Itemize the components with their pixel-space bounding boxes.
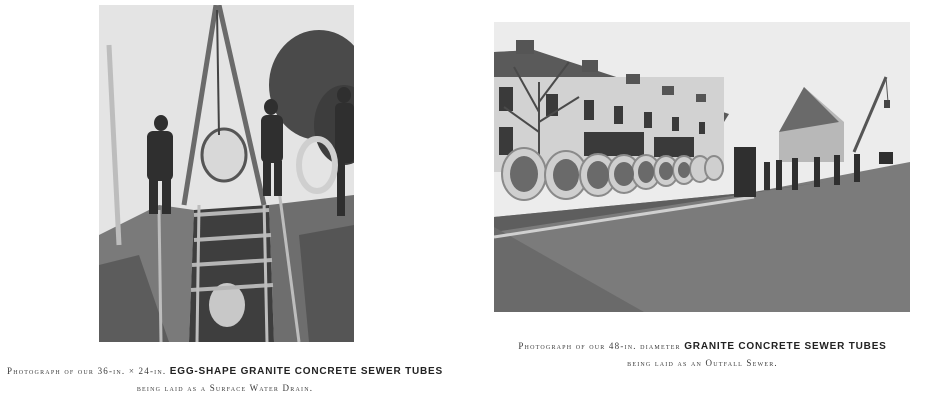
right-caption-bold-title: GRANITE CONCRETE SEWER TUBES <box>684 341 887 352</box>
right-caption-line-1 <box>470 338 935 355</box>
left-caption-prefix: Photograph of our 36-in. × 24-in. <box>7 366 167 376</box>
street-photograph-drawing <box>494 22 910 312</box>
street-photograph <box>494 22 910 312</box>
right-caption-line-2: being laid as an Outfall Sewer. <box>627 358 778 368</box>
left-figure-caption <box>0 363 450 396</box>
trench-photograph-drawing <box>99 5 354 342</box>
left-caption-line-2: being laid as a Surface Water Drain. <box>136 383 314 393</box>
right-caption-prefix: Photograph of our 48-in. diameter <box>518 341 681 351</box>
right-figure-caption <box>470 338 935 371</box>
left-caption-line-1 <box>0 363 450 380</box>
left-caption-bold-title: EGG-SHAPE GRANITE CONCRETE SEWER TUBES <box>169 366 443 377</box>
trench-photograph <box>99 5 354 342</box>
